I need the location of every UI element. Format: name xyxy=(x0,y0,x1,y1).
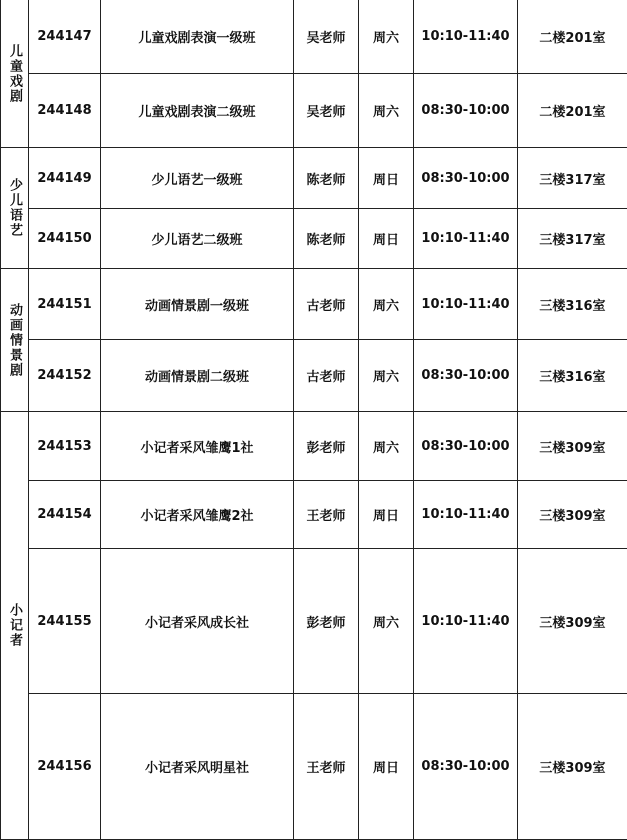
day-cell: 周日 xyxy=(359,694,414,840)
table-row xyxy=(1,209,627,269)
table-row xyxy=(1,148,627,209)
course-code-cell: 244156 xyxy=(29,694,101,840)
teacher-cell: 彭老师 xyxy=(294,412,359,481)
day-cell: 周六 xyxy=(359,0,414,74)
teacher-cell: 彭老师 xyxy=(294,549,359,694)
course-name-cell: 少儿语艺一级班 xyxy=(101,148,294,209)
room-cell: 三楼309室 xyxy=(518,694,627,840)
course-code-cell: 244151 xyxy=(29,269,101,340)
table-row xyxy=(1,0,627,74)
table-row xyxy=(1,549,627,694)
course-code-cell: 244155 xyxy=(29,549,101,694)
course-name-cell: 儿童戏剧表演二级班 xyxy=(101,74,294,148)
table-row xyxy=(1,74,627,148)
time-cell: 10:10-11:40 xyxy=(414,269,518,340)
day-cell: 周六 xyxy=(359,412,414,481)
room-cell: 二楼201室 xyxy=(518,0,627,74)
category-label: 小记者 xyxy=(5,603,24,648)
course-name-cell: 动画情景剧二级班 xyxy=(101,340,294,412)
time-cell: 08:30-10:00 xyxy=(414,148,518,209)
time-cell: 08:30-10:00 xyxy=(414,694,518,840)
course-code-cell: 244154 xyxy=(29,481,101,549)
day-cell: 周六 xyxy=(359,340,414,412)
course-code-cell: 244153 xyxy=(29,412,101,481)
room-cell: 三楼317室 xyxy=(518,148,627,209)
room-cell: 三楼316室 xyxy=(518,269,627,340)
course-name-cell: 少儿语艺二级班 xyxy=(101,209,294,269)
day-cell: 周六 xyxy=(359,74,414,148)
course-name-cell: 动画情景剧一级班 xyxy=(101,269,294,340)
time-cell: 08:30-10:00 xyxy=(414,74,518,148)
course-code-cell: 244152 xyxy=(29,340,101,412)
table-row xyxy=(1,340,627,412)
category-label: 动画情景剧 xyxy=(5,303,24,378)
room-cell: 三楼309室 xyxy=(518,549,627,694)
room-cell: 三楼309室 xyxy=(518,481,627,549)
table-row xyxy=(1,694,627,840)
time-cell: 10:10-11:40 xyxy=(414,481,518,549)
course-code-cell: 244149 xyxy=(29,148,101,209)
course-name-cell: 小记者采风雏鹰2社 xyxy=(101,481,294,549)
course-name-cell: 小记者采风雏鹰1社 xyxy=(101,412,294,481)
time-cell: 10:10-11:40 xyxy=(414,549,518,694)
category-label: 儿童戏剧 xyxy=(5,44,24,104)
category-cell xyxy=(1,412,29,840)
day-cell: 周六 xyxy=(359,269,414,340)
day-cell: 周日 xyxy=(359,481,414,549)
course-name-cell: 小记者采风成长社 xyxy=(101,549,294,694)
category-cell xyxy=(1,0,29,148)
room-cell: 三楼309室 xyxy=(518,412,627,481)
table-row xyxy=(1,269,627,340)
room-cell: 三楼317室 xyxy=(518,209,627,269)
course-code-cell: 244147 xyxy=(29,0,101,74)
teacher-cell: 陈老师 xyxy=(294,148,359,209)
room-cell: 三楼316室 xyxy=(518,340,627,412)
time-cell: 08:30-10:00 xyxy=(414,412,518,481)
course-name-cell: 儿童戏剧表演一级班 xyxy=(101,0,294,74)
course-name-cell: 小记者采风明星社 xyxy=(101,694,294,840)
time-cell: 08:30-10:00 xyxy=(414,340,518,412)
day-cell: 周日 xyxy=(359,148,414,209)
course-code-cell: 244148 xyxy=(29,74,101,148)
teacher-cell: 古老师 xyxy=(294,269,359,340)
category-label: 少儿语艺 xyxy=(5,178,24,238)
day-cell: 周六 xyxy=(359,549,414,694)
category-cell xyxy=(1,269,29,412)
table-row xyxy=(1,481,627,549)
time-cell: 10:10-11:40 xyxy=(414,209,518,269)
course-code-cell: 244150 xyxy=(29,209,101,269)
teacher-cell: 吴老师 xyxy=(294,0,359,74)
teacher-cell: 吴老师 xyxy=(294,74,359,148)
room-cell: 二楼201室 xyxy=(518,74,627,148)
time-cell: 10:10-11:40 xyxy=(414,0,518,74)
teacher-cell: 陈老师 xyxy=(294,209,359,269)
teacher-cell: 王老师 xyxy=(294,694,359,840)
teacher-cell: 古老师 xyxy=(294,340,359,412)
table-row xyxy=(1,412,627,481)
day-cell: 周日 xyxy=(359,209,414,269)
category-cell xyxy=(1,148,29,269)
teacher-cell: 王老师 xyxy=(294,481,359,549)
